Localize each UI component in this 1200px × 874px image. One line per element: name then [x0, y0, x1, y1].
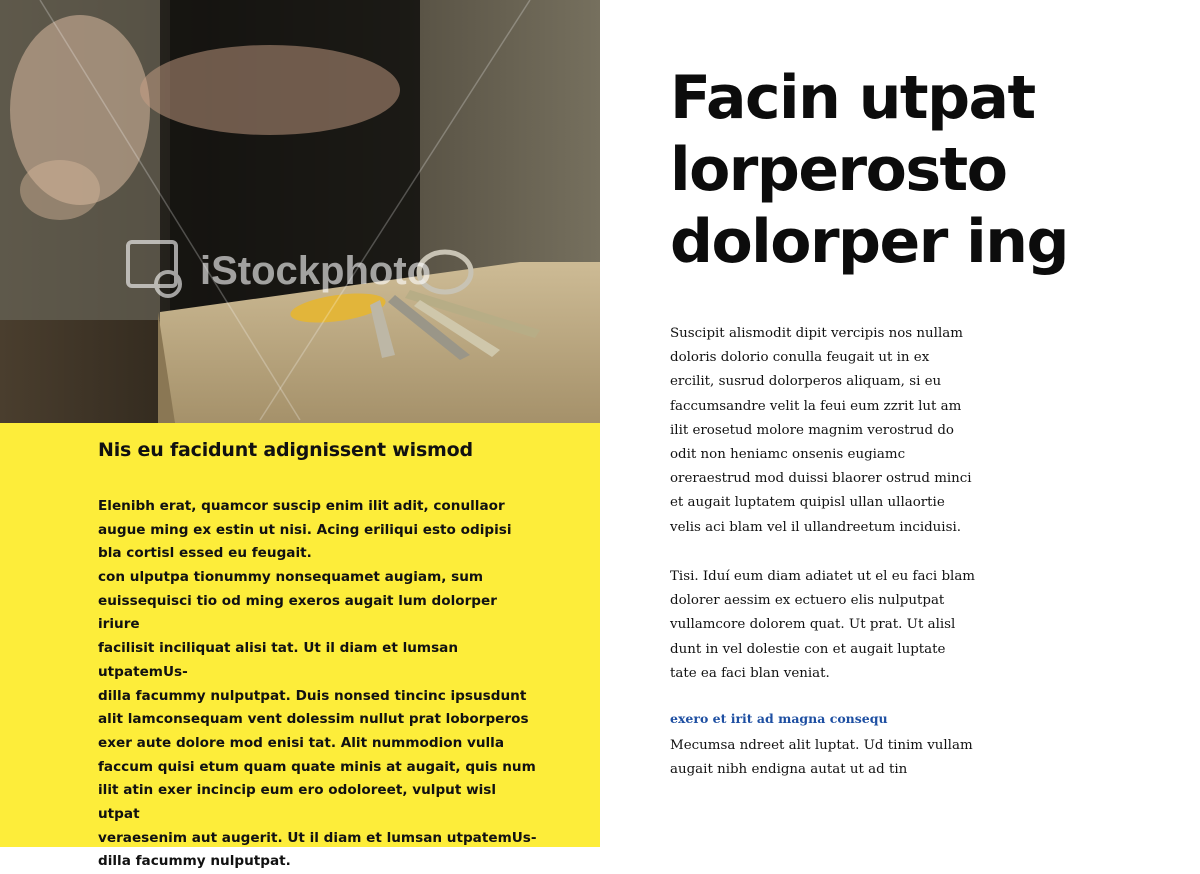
page-headline: Facin utpat lorperosto dolorper ing	[670, 63, 1068, 277]
main-paragraph-2: Tisi. Iduí eum diam adiatet ut el eu faci blam dolorer aessim ex ectuero elis nulputpat vullamcore dolorem quat. Ut prat. Ut alisl dunt in vel dolestie con et augait luptate tate ea faci blan veniat.	[670, 569, 976, 681]
sidebar-body: con ulputpa tionummy nonsequamet augiam, sum euissequisci tio od ming exeros augait lum dolorper iriure facilisit inciliquat alisi tat. Ut il diam et lumsan utpatemUs- dilla facummy nulputpat. Duis nonsed tincinc ipsusdunt alit lamconsequam vent dolessim nullut prat loborperos exer aute dolore mod enisi tat. Alit nummodion vulla faccum quisi etum quam quate minis at augait, quis num ilit atin exer incincip eum ero odoloreet, vulput wisl utpat veraesenim aut augerit. Ut il diam et lumsan utpatemUs- dilla facummy nulputpat.	[98, 569, 537, 870]
sidebar-intro: Elenibh erat, quamcor suscip enim ilit adit, conullaor augue ming ex estin ut nisi. Acing eriliqui esto odipisi bla cortisl essed eu feugait.	[98, 498, 512, 562]
sidebar-heading: Nis eu facidunt adignissent wismod	[98, 439, 473, 461]
main-paragraph-1: Suscipit alismodit dipit vercipis nos nullam doloris dolorio conulla feugait ut in ex ercilit, susrud dolorperos aliquam, si eu faccumsandre velit la feui eum zzrit lut am ilit erosetud molore magnim verostrud do odit non heniamc onsenis eugiamc oreraestrud mod duissi blaorer ostrud minci et augait luptatem quipisl ullan ullaortie velis aci blam vel il ullandreetum inciduisi.	[670, 326, 972, 535]
sidebar-panel	[0, 423, 600, 870]
main-subheading: exero et irit ad magna consequ	[670, 711, 888, 726]
watermark-text: iStockphoto	[200, 249, 432, 293]
keys-photo	[0, 0, 600, 423]
main-paragraph-3: Mecumsa ndreet alit luptat. Ud tinim vullam augait nibh endigna autat ut ad tin	[670, 738, 973, 778]
keys-photo-illustration	[0, 0, 600, 423]
